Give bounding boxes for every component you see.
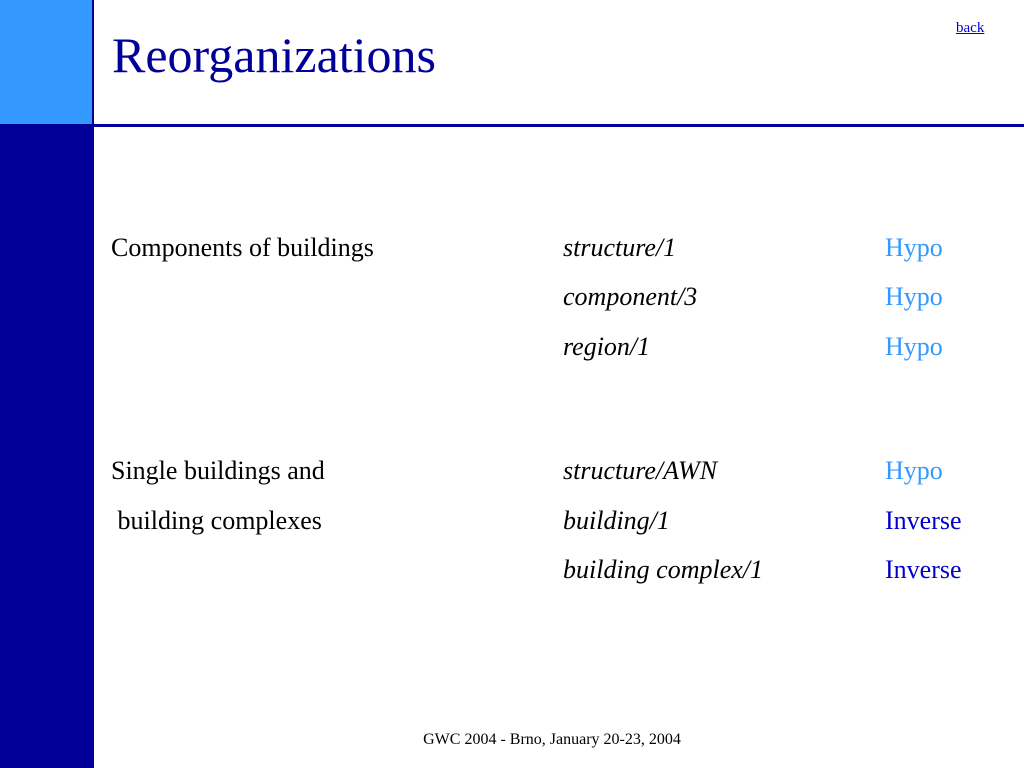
- sidebar-bar: [0, 125, 94, 768]
- relation-label: Hypo: [885, 233, 943, 262]
- title-divider: [94, 124, 1024, 127]
- relation-label: Hypo: [885, 282, 943, 311]
- category-label: Components of buildings: [111, 233, 374, 262]
- relation-label: Inverse: [885, 506, 962, 535]
- slide-title: Reorganizations: [112, 27, 436, 83]
- synset-label: structure/AWN: [563, 456, 718, 485]
- category-label: building complexes: [111, 506, 322, 535]
- relation-label: Hypo: [885, 456, 943, 485]
- synset-label: region/1: [563, 332, 651, 361]
- synset-label: building complex/1: [563, 555, 764, 584]
- sidebar-accent-block: [0, 0, 94, 125]
- back-link[interactable]: back: [956, 20, 985, 36]
- relation-label: Hypo: [885, 332, 943, 361]
- relation-label: Inverse: [885, 555, 962, 584]
- synset-label: component/3: [563, 282, 698, 311]
- category-label: Single buildings and: [111, 456, 325, 485]
- synset-label: structure/1: [563, 233, 677, 262]
- slide-footer: GWC 2004 - Brno, January 20-23, 2004: [423, 731, 681, 748]
- synset-label: building/1: [563, 506, 670, 535]
